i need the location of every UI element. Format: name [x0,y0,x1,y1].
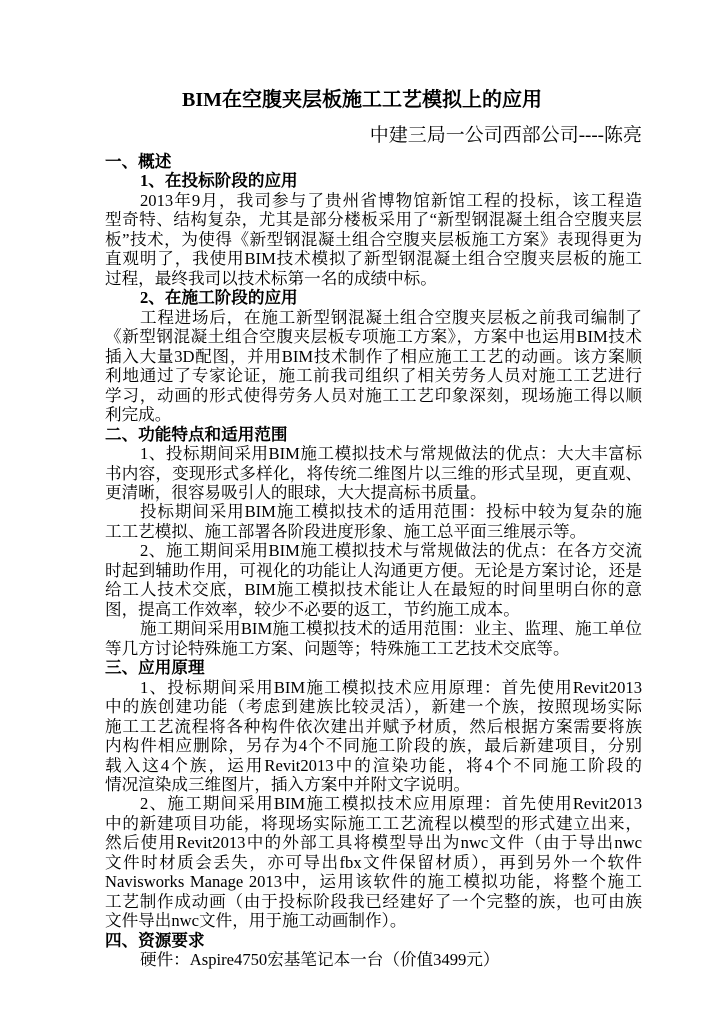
paragraph [105,191,642,288]
paragraph-line: 利地通过了专家论证，施工前我司组织了相关劳务人员对施工工艺进行 [105,366,642,386]
document-title: BIM在空腹夹层板施工工艺模拟上的应用 [182,89,542,111]
paragraph-line: 工艺制作成动画（由于投标阶段我已经建好了一个完整的族，也可由族 [105,891,642,911]
paragraph [105,444,642,502]
paragraph-line: 等几方讨论特殊施工方案、问题等；特殊施工工艺技术交底等。 [105,638,570,658]
paragraph-line: 利完成。 [105,405,172,425]
paragraph-line: 情况渲染成三维图片，插入方案中并附文字说明。 [105,775,471,794]
paragraph-line: 施工工艺流程将各种构件依次建出并赋予材质，然后根据方案需要将族 [105,716,642,736]
section-heading [105,658,642,677]
heading-text: 2、在施工阶段的应用 [140,288,298,308]
paragraph-line: Navisworks Manage 2013中，运用该软件的施工模拟功能，将整个施工 [105,872,642,892]
paragraph [105,678,642,795]
paragraph-line: 1、投标期间采用BIM施工模拟技术与常规做法的优点：大大丰富标 [140,444,642,464]
paragraph-line: 2、施工期间采用BIM施工模拟技术应用原理：首先使用Revit2013 [140,794,642,814]
paragraph-line: 文件导出nwc文件，用于施工动画制作）。 [105,911,407,931]
paragraph-line: 型奇特、结构复杂，尤其是部分楼板采用了“新型钢混凝土组合空腹夹层 [105,210,642,230]
paragraph-line: 《新型钢混凝土组合空腹夹层板专项施工方案》，方案中也运用BIM技术 [105,327,642,347]
paragraph-line: 工工艺模拟、施工部署各阶段进度形象、施工总平面三维展示等。 [105,521,587,541]
document-body [105,152,642,970]
paragraph [105,541,642,619]
paragraph-line: 过程，最终我司以技术标第一名的成绩中标。 [105,268,437,288]
heading-text: 三、应用原理 [105,658,205,678]
paragraph-line: 学习，动画的形式使得劳务人员对施工工艺印象深刻，现场施工得以顺 [105,385,642,405]
paragraph-line: 插入大量3D配图，并用BIM技术制作了相应施工工艺的动画。该方案顺 [105,346,642,366]
section-heading [105,931,642,950]
paragraph [105,950,642,969]
paragraph-line: 2013年9月，我司参与了贵州省博物馆新馆工程的投标，该工程造 [140,190,642,210]
heading-text: 一、概述 [105,152,172,171]
paragraph-line: 书内容，变现形式多样化，将传统二维图片以三维的形式呈现，更直观、 [105,463,642,483]
paragraph [105,502,642,541]
paragraph-line: 更清晰，很容易吸引人的眼球，大大提高标书质量。 [105,482,487,502]
paragraph-line: 内构件相应删除，另存为4个不同施工阶段的族，最后新建项目，分别 [105,736,642,756]
paragraph-line: 2、施工期间采用BIM施工模拟技术与常规做法的优点：在各方交流 [140,541,642,561]
paragraph-line: 中的族创建功能（考虑到建族比较灵活），新建一个族，按照现场实际 [105,697,642,717]
paragraph [105,794,642,930]
heading-text: 四、资源要求 [105,930,205,950]
paragraph-line: 投标期间采用BIM施工模拟技术的适用范围：投标中较为复杂的施 [140,502,642,522]
heading-text: 二、功能特点和适用范围 [105,424,288,444]
paragraph-line: 给工人技术交底，BIM施工模拟技术能让人在最短的时间里明白你的意 [105,580,642,600]
paragraph-line: 硬件：Aspire4750宏基笔记本一台（价值3499元） [140,950,500,970]
section-heading [105,425,642,444]
paragraph-line: 载入这4个族，运用Revit2013中的渲染功能，将4个不同施工阶段的 [105,755,642,775]
paragraph-line: 中的新建项目功能，将现场实际施工工艺流程以模型的形式建立出来， [105,813,642,833]
paragraph [105,308,642,425]
paragraph-line: 时起到辅助作用，可视化的功能让人沟通更方便。无论是方案讨论，还是 [105,560,642,580]
paragraph-line: 工程进场后，在施工新型钢混凝土组合空腹夹层板之前我司编制了 [140,307,642,327]
paragraph [105,619,642,658]
paragraph-line: 直观明了，我使用BIM技术模拟了新型钢混凝土组合空腹夹层板的施工 [105,249,642,269]
paragraph-line: 板”技术，为使得《新型钢混凝土组合空腹夹层板施工方案》表现得更为 [105,229,642,249]
section-heading [105,152,642,171]
paragraph-line: 然后使用Revit2013中的外部工具将模型导出为nwc文件（由于导出nwc [105,833,642,853]
paragraph-line: 文件时材质会丢失，亦可导出fbx文件保留材质），再到另外一个软件 [105,852,642,872]
paragraph-line: 施工期间采用BIM施工模拟技术的适用范围：业主、监理、施工单位 [140,619,642,639]
subsection-heading [105,171,642,190]
heading-text: 1、在投标阶段的应用 [140,171,298,191]
subsection-heading [105,288,642,307]
paragraph-line: 图，提高工作效率，较少不必要的返工，节约施工成本。 [105,599,520,619]
document-author: 中建三局一公司西部公司----陈亮 [369,125,642,146]
paragraph-line: 1、投标期间采用BIM施工模拟技术应用原理：首先使用Revit2013 [140,677,642,697]
